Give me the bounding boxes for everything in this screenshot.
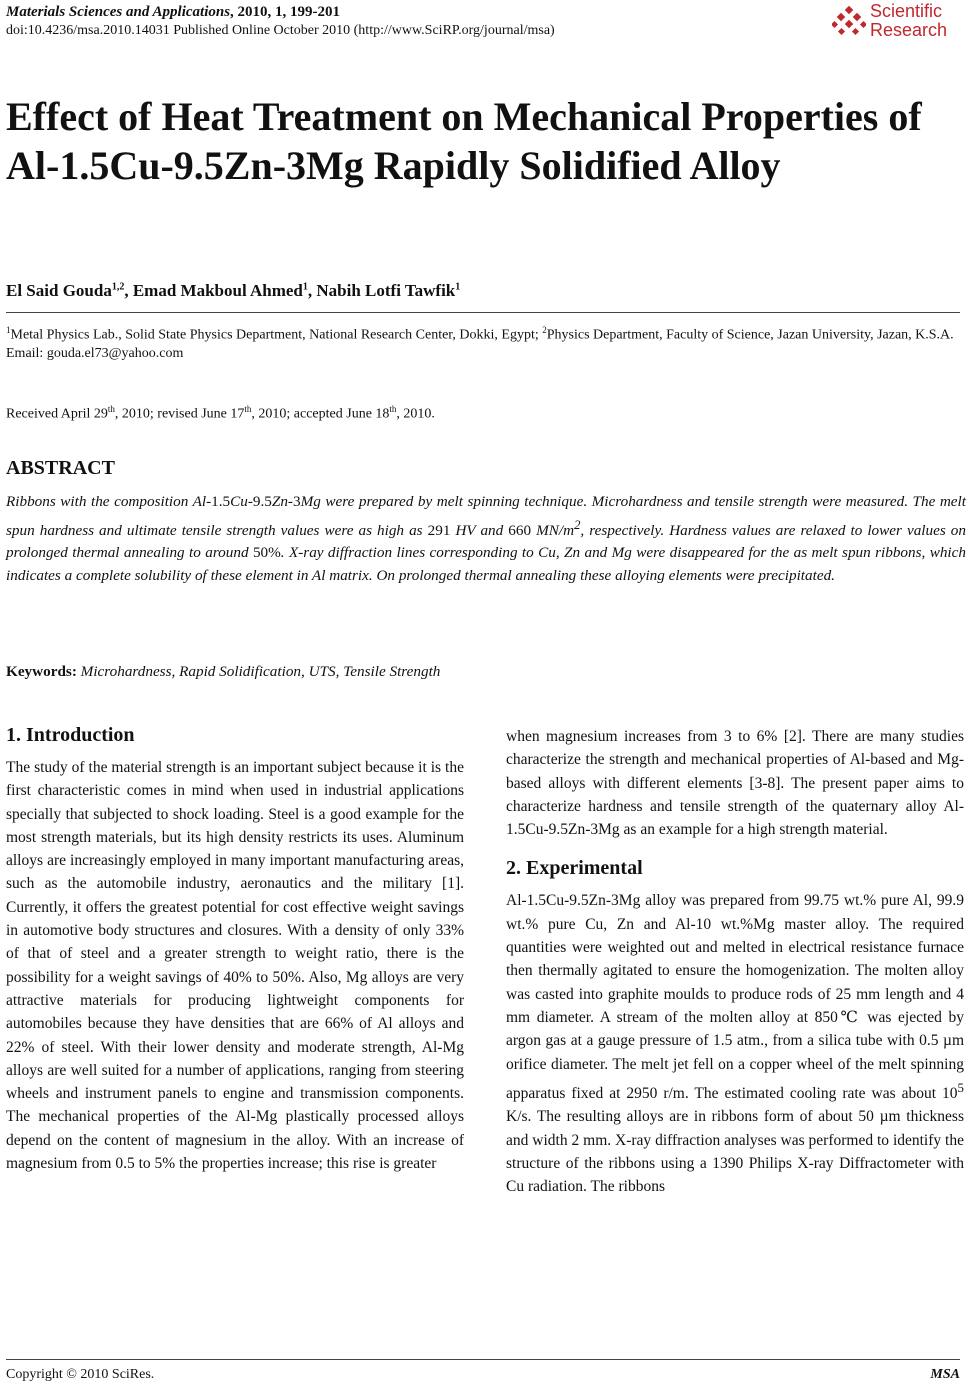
affil-2: Physics Department, Faculty of Science, Jazan University, Jazan, K.S.A. bbox=[546, 327, 954, 343]
keywords-label: Keywords bbox=[6, 663, 72, 680]
logo-line2: Research bbox=[870, 20, 948, 40]
left-column bbox=[6, 722, 464, 1175]
author-list bbox=[6, 281, 460, 301]
revised-date: , 2010; revised June 17 bbox=[114, 406, 245, 422]
author-1: El Said Gouda bbox=[6, 281, 112, 300]
logo-line1: Scientific bbox=[870, 1, 943, 21]
copyright: Copyright © 2010 SciRes. bbox=[6, 1367, 155, 1382]
abstract-t3: Cu- bbox=[230, 493, 253, 510]
accepted-sup: th bbox=[389, 404, 397, 414]
header-divider bbox=[6, 312, 960, 313]
revised-sup: th bbox=[244, 404, 252, 414]
received-sup: th bbox=[107, 404, 115, 414]
author-3-sup: 1 bbox=[455, 281, 461, 293]
abstract-t7: MN/m bbox=[531, 521, 575, 539]
footer-divider bbox=[6, 1359, 960, 1360]
abstract-t2: Al- bbox=[192, 493, 212, 510]
logo-text bbox=[870, 2, 947, 40]
abstract-n6: 50% bbox=[252, 544, 281, 562]
logo-dots-icon bbox=[832, 6, 866, 40]
abstract-n3: 3 bbox=[293, 493, 301, 510]
abstract-t5: Mg were prepared by melt spinning technique. Microhardness and tensile strength were measured. The melt spun hardness and ultimate tensile strength values were as high as bbox=[6, 493, 966, 539]
author-2: , Emad Makboul Ahmed bbox=[124, 281, 303, 300]
abstract-n2: 9.5 bbox=[252, 493, 272, 510]
journal-abbreviation: MSA bbox=[930, 1367, 960, 1382]
exp-sup: 5 bbox=[957, 1079, 964, 1095]
keywords bbox=[6, 663, 956, 681]
abstract-n5: 660 bbox=[508, 521, 532, 539]
right-column bbox=[506, 725, 964, 1199]
abstract-text bbox=[6, 491, 966, 587]
affiliations bbox=[6, 321, 956, 363]
author-1-sup: 1,2 bbox=[111, 281, 125, 293]
author-3: , Nabih Lotfi Tawfik bbox=[307, 281, 456, 300]
affil-1: Metal Physics Lab., Solid State Physics Department, National Research Center, Dokki, Egypt; bbox=[10, 327, 543, 343]
received-end: , 2010. bbox=[396, 406, 435, 422]
publisher-logo bbox=[832, 2, 962, 46]
exp-text-2: K/s. The resulting alloys are in ribbons form of about 50 µm thickness and width 2 mm. X-ray diffraction analyses was performed to identify the structure of the ribbons using a 1390 Philips X-ray Diffractometer with Cu radiation. The ribbons bbox=[506, 1108, 964, 1196]
abstract-sup: 2 bbox=[574, 517, 581, 532]
keywords-text: Microhardness, Rapid Solidification, UTS, Tensile Strength bbox=[80, 663, 441, 680]
journal-volume: , 2010, 1, 199-201 bbox=[230, 4, 341, 20]
abstract-t4: Zn- bbox=[271, 493, 293, 510]
intro-heading: 1. Introduction bbox=[6, 724, 135, 746]
abstract-n4: 291 bbox=[427, 521, 451, 539]
journal-header bbox=[6, 4, 340, 21]
accepted-date: , 2010; accepted June 18 bbox=[251, 406, 390, 422]
experimental-paragraph bbox=[506, 889, 964, 1198]
email: Email: gouda.el73@yahoo.com bbox=[6, 345, 184, 361]
abstract-t6: HV and bbox=[450, 521, 509, 539]
journal-name: Materials Sciences and Applications bbox=[6, 4, 231, 20]
intro-continuation: when magnesium increases from 3 to 6% [2]. There are many studies characterize the strength and mechanical properties of Al-based and Mg-based alloys with different elements [3-8]. The present paper aims to characterize hardness and tensile strength of the quaternary alloy Al-1.5Cu-9.5Zn-3Mg as an example for a high strength material. bbox=[506, 728, 964, 839]
author-2-sup: 1 bbox=[302, 281, 308, 293]
exp-text-1: Al-1.5Cu-9.5Zn-3Mg alloy was prepared from 99.75 wt.% pure Al, 99.9 wt.% pure Cu, Zn and Al-10 wt.%Mg master alloy. The required quantities were weighted out and melted in electrical resistance furnace then thermally agitated to ensure the homogenization. The molten alloy was casted into graphite moulds to produce rods of 25 mm length and 4 mm diameter. A stream of the molten alloy at 850℃ was ejected by argon gas at a gauge pressure of 1.5 atm., from a silica tube with 0.5 µm orifice diameter. The melt jet fell on a copper wheel of the melt spinning apparatus fixed at 2950 r/m. The estimated cooling rate was about 10 bbox=[506, 892, 964, 1103]
doi-line: doi:10.4236/msa.2010.14031 Published Online October 2010 (http://www.SciRP.org/journal/msa) bbox=[6, 23, 555, 38]
abstract-n1: 1.5 bbox=[211, 493, 231, 510]
abstract-t8: , respectively. Hardness values are relaxed to lower values on prolonged thermal annealing to around bbox=[6, 521, 966, 562]
received-dates bbox=[6, 404, 435, 423]
paper-title: Effect of Heat Treatment on Mechanical Properties of Al-1.5Cu-9.5Zn-3Mg Rapidly Solidified Alloy bbox=[6, 94, 922, 188]
abstract-t9: . X-ray diffraction lines corresponding to Cu, Zn and Mg were disappeared for the as melt spun ribbons, which indicates a complete solubility of these element in Al matrix. On prolonged thermal annealing these alloying elements were precipitated. bbox=[6, 544, 966, 584]
experimental-heading: 2. Experimental bbox=[506, 857, 643, 880]
affil-sup-2: 2 bbox=[542, 325, 547, 335]
intro-paragraph: The study of the material strength is an important subject because it is the first characteristic comes in mind when used in industrial applications specially that subjected to shock loading. Steel is a good example for the most strength materials, but its high density restricts its uses. Aluminum alloys are increasingly employed in many important manufacturing areas, such as the automobile industry, aeronautics and the military [1]. Currently, it offers the greatest potential for cost effective weight savings in automotive body structures and closures. With a density of only 33% of that of steel and a greater strength to weight ratio, there is the possibility for a weight savings of 40% to 50%. Also, Mg alloys are very attractive materials for producing lightweight components for automobiles because they have densities that are 66% of Al alloys and 22% of steel. With their lower density and moderate strength, Al-Mg alloys are well suited for a number of applications, ranging from steering wheels and instrument panels to engine and transmission components. The mechanical properties of the Al-Mg plastically processed alloys depend on the content of magnesium in the alloy. With an increase of magnesium from 0.5 to 5% the properties increase; this rise is greater bbox=[6, 759, 464, 1173]
received-date: Received April 29 bbox=[6, 406, 108, 422]
abstract-heading: ABSTRACT bbox=[6, 457, 115, 479]
affil-sup-1: 1 bbox=[6, 325, 11, 335]
abstract-t1: Ribbons with the composition bbox=[6, 493, 193, 510]
keywords-colon: : bbox=[71, 663, 81, 680]
